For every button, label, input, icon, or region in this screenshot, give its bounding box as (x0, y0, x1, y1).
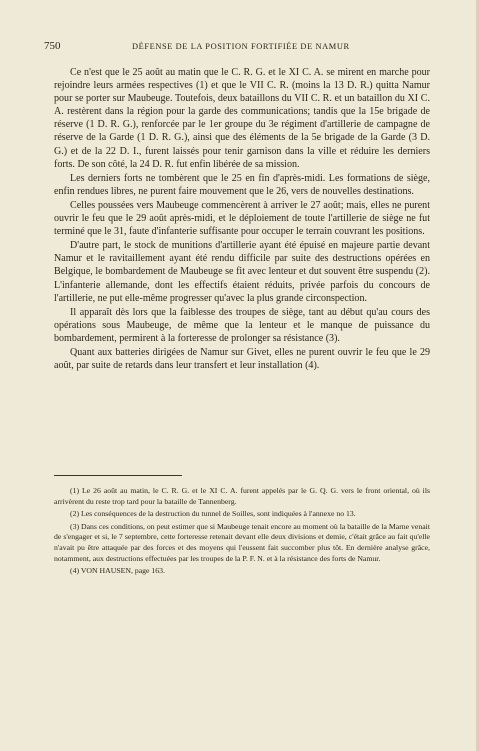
paragraph: Les derniers forts ne tombèrent que le 25 en fin d'après-midi. Les formations de siège, enfin rendues libres, ne purent faire mouvement que le 26, vers de nouvelles destinations. (54, 172, 430, 197)
footnote: (2) Les conséquences de la destruction du tunnel de Soilles, sont indiquées à l'annexe no 13. (70, 509, 356, 519)
paragraph: Quant aux batteries dirigées de Namur sur Givet, elles ne purent ouvrir le feu que le 29 août, par suite de retards dans leur transfert et leur installation (4). (54, 346, 430, 372)
paragraph: Ce n'est que le 25 août au matin que le C. R. G. et le XI C. A. se mirent en marche pour rejoindre leurs armées respectives (1) et que le VII C. R. (moins la 13 D. R.) quitta Namur pour se porter sur Maubeuge. Toutefois, deux bataillons du VII C. R. et un bataillon du XI C. A. restèrent dans la région pour la garde des communications; tandis que la 15e brigade de réserve (1 D. R. G.), renforcée par le 1er groupe du 3e régiment d'artillerie de campagne de réserve de la Garde (1 D. R. G.), ainsi que des éléments de la 5e brigade de la Garde (3 D. G.) et de la 22 D. I., furent laissés pour tenir garnison dans la ville et réduire les derniers forts. De son côté, la 24 D. R. fut enfin libérée de sa mission. (54, 67, 430, 170)
page-header (44, 40, 449, 54)
page-number: 750 (44, 40, 61, 52)
footnote-divider (54, 475, 182, 476)
footnote: (3) Dans ces conditions, on peut estimer que si Maubeuge tenait encore au moment où la bataille de la Marne venait de s'engager et si, le 7 septembre, cette forteresse retenait devant elle deux divisions et demie, c'était grâce au fait qu'elle n'avait pu être attaquée par des forces et des moyens qui l'eussent fait succomber plus tôt. En dernière analyse grâce, notamment, aux destructions effectuées par les troupes de la P. F. N. et à la résistance des forts de Namur. (54, 521, 430, 563)
paragraph: Il apparaît dès lors que la faiblesse des troupes de siège, tant au début qu'au cours des opérations sous Maubeuge, de même que la lenteur et le manque de puissance du bombardement, permirent à la forteresse de prolonger sa résistance (3). (54, 306, 430, 344)
footnotes (54, 486, 430, 579)
footnote: (4) VON HAUSEN, page 163. (70, 566, 165, 576)
running-title: DÉFENSE DE LA POSITION FORTIFIÉE DE NAMUR (132, 42, 350, 51)
paragraph: Celles poussées vers Maubeuge commencèrent à arriver le 27 août; mais, elles ne purent ouvrir le feu que le 29 août après-midi, et le déploiement de toute l'artillerie de siège ne fut terminé que le 31, faute d'infanterie suffisante pour occuper le terrain couvrant les positions. (54, 199, 430, 238)
body-text (54, 66, 430, 373)
paragraph: D'autre part, le stock de munitions d'artillerie ayant été épuisé en majeure partie devant Namur et le ravitaillement ayant été rendu difficile par suite des destructions opérées en Belgique, le bombardement de Maubeuge se fit avec lenteur et dut souvent être suspendu (2). L'infanterie allemande, dont les effectifs étaient réduits, privée parfois du concours de l'artillerie, ne put elle-même progresser qu'avec la plus grande circonspection. (54, 240, 430, 304)
footnote: (1) Le 26 août au matin, le C. R. G. et le XI C. A. furent appelés par le G. Q. G. vers le front oriental, où ils arrivèrent du reste trop tard pour la bataille de Tannenberg. (54, 486, 430, 506)
